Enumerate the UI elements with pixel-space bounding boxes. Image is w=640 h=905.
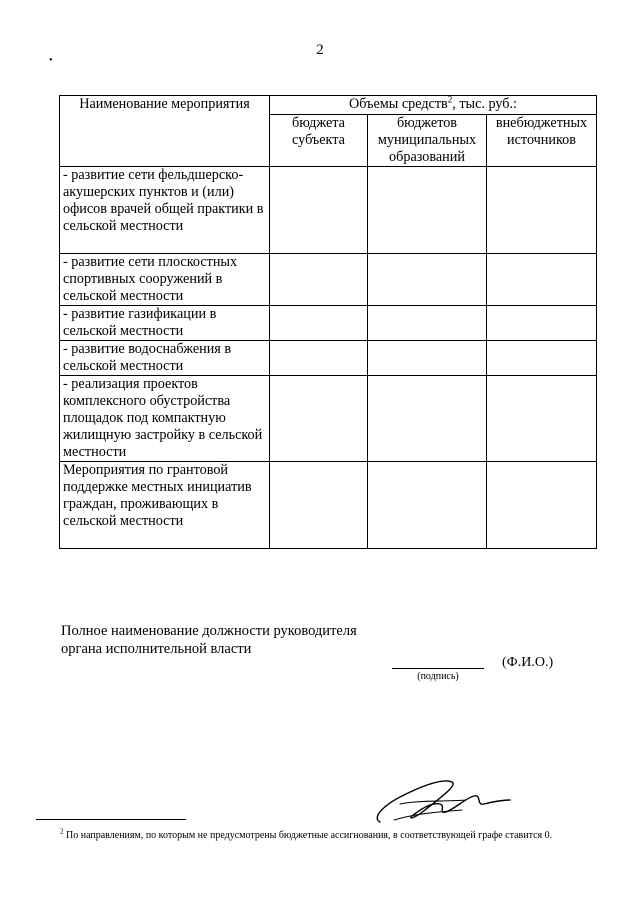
column-header-subject-budget: бюджета субъекта (270, 115, 368, 167)
fio-label: (Ф.И.О.) (502, 655, 554, 670)
handwritten-signature (370, 770, 520, 830)
cell-extrabudgetary (487, 306, 597, 341)
table-row (60, 376, 597, 462)
signature-line (392, 668, 484, 669)
cell-extrabudgetary (487, 376, 597, 462)
footnote-separator (36, 819, 186, 820)
footnote (60, 829, 620, 842)
cell-municipal-budget (368, 254, 487, 306)
row-name: - развитие водоснабжения в сельской местности (60, 341, 270, 376)
table-row (60, 306, 597, 341)
footnote-mark: 2 (60, 827, 64, 836)
cell-subject-budget (270, 376, 368, 462)
cell-subject-budget (270, 167, 368, 254)
cell-subject-budget (270, 254, 368, 306)
cell-extrabudgetary (487, 341, 597, 376)
funding-header-text: Объемы средств (349, 96, 448, 112)
row-name: - развитие сети плоскостных спортивных сооружений в сельской местности (60, 254, 270, 306)
column-header-funding (270, 96, 597, 115)
position-title-line-2: органа исполнительной власти (61, 641, 252, 657)
column-header-name: Наименование мероприятия (60, 96, 270, 167)
footnote-ref: 2 (447, 94, 453, 105)
table-row (60, 462, 597, 549)
table-row (60, 167, 597, 254)
stray-mark: • (49, 55, 53, 66)
cell-subject-budget (270, 306, 368, 341)
cell-extrabudgetary (487, 167, 597, 254)
position-title-line-1: Полное наименование должности руководителя (61, 623, 357, 639)
row-name: - реализация проектов комплексного обустройства площадок под компактную жилищную застройку в сельской местности (60, 376, 270, 462)
footnote-text: По направлениям, по которым не предусмотрены бюджетные ассигнования, в соответствующей графе ставится 0. (63, 830, 553, 841)
table-row (60, 341, 597, 376)
cell-municipal-budget (368, 462, 487, 549)
funding-header-unit: , тыс. руб.: (452, 96, 517, 112)
signature-label: (подпись) (417, 671, 459, 682)
page-number: 2 (316, 42, 324, 58)
cell-municipal-budget (368, 167, 487, 254)
cell-subject-budget (270, 462, 368, 549)
funding-table (59, 95, 597, 549)
position-title (61, 622, 357, 658)
cell-municipal-budget (368, 376, 487, 462)
row-name: Мероприятия по грантовой поддержке местных инициатив граждан, проживающих в сельской местности (60, 462, 270, 549)
column-header-municipal-budget: бюджетов муниципальных образований (368, 115, 487, 167)
cell-municipal-budget (368, 306, 487, 341)
cell-municipal-budget (368, 341, 487, 376)
cell-extrabudgetary (487, 254, 597, 306)
column-header-extrabudgetary: внебюджетных источников (487, 115, 597, 167)
row-name: - развитие газификации в сельской местности (60, 306, 270, 341)
table-row (60, 254, 597, 306)
cell-subject-budget (270, 341, 368, 376)
cell-extrabudgetary (487, 462, 597, 549)
row-name: - развитие сети фельдшерско-акушерских пунктов и (или) офисов врачей общей практики в сельской местности (60, 167, 270, 254)
